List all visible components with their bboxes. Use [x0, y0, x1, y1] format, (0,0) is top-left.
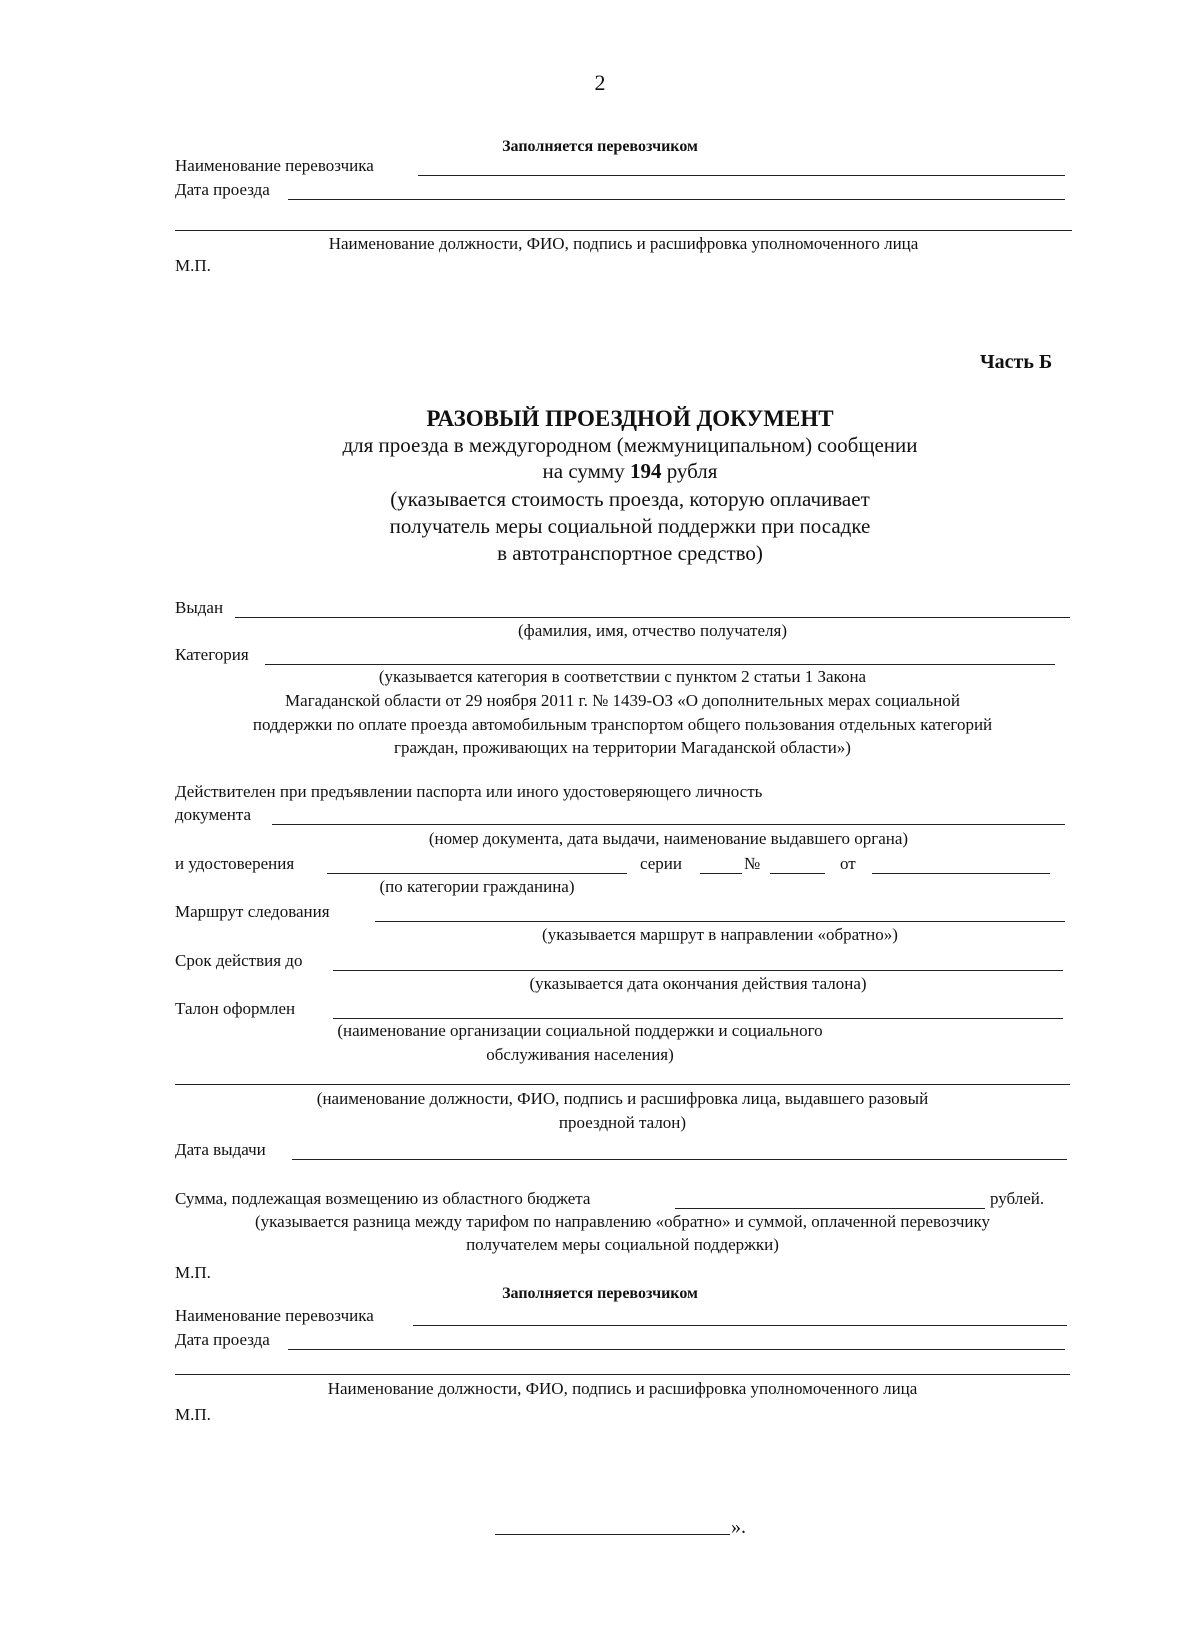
refund-label: Сумма, подлежащая возмещению из областного бюджета	[175, 1189, 591, 1208]
sum-suffix: рубля	[666, 459, 718, 483]
bottom-date-field[interactable]	[288, 1349, 1065, 1350]
valid-line1: Действителен при предъявлении паспорта или иного удостоверяющего личность	[175, 782, 763, 801]
closing-mark: ».	[731, 1516, 746, 1538]
refund-caption1: (указывается разница между тарифом по направлению «обратно» и суммой, оплаченной перевозчику	[255, 1212, 990, 1231]
issued-by-caption1: (наименование организации социальной поддержки и социального	[337, 1021, 823, 1040]
category-caption1: (указывается категория в соответствии с пунктом 2 статьи 1 Закона	[378, 667, 867, 686]
top-date-field[interactable]	[288, 199, 1065, 200]
top-signature-caption: Наименование должности, ФИО, подпись и расшифровка уполномоченного лица	[328, 234, 919, 253]
number-field[interactable]	[770, 873, 825, 874]
route-field[interactable]	[375, 921, 1065, 922]
route-label: Маршрут следования	[175, 902, 330, 921]
certificate-field[interactable]	[327, 873, 627, 874]
bottom-signature-field[interactable]	[175, 1374, 1070, 1375]
issued-caption: (фамилия, имя, отчество получателя)	[518, 621, 787, 640]
title-note1: (указывается стоимость проезда, которую оплачивает	[390, 487, 870, 511]
category-label: Категория	[175, 645, 249, 664]
issued-label: Выдан	[175, 598, 224, 617]
top-date-label: Дата проезда	[175, 180, 270, 199]
closing-line	[495, 1534, 730, 1535]
number-label: №	[744, 854, 761, 873]
certificate-label: и удостоверения	[175, 854, 295, 873]
top-signature-field[interactable]	[175, 230, 1072, 231]
issue-date-label: Дата выдачи	[175, 1140, 266, 1159]
from-date-field[interactable]	[872, 873, 1050, 874]
title-line1: для проезда в междугородном (межмуниципальном) сообщении	[342, 433, 918, 457]
issuer-caption2: проездной талон)	[558, 1113, 687, 1132]
issued-by-field[interactable]	[333, 1018, 1063, 1019]
top-carrier-label: Наименование перевозчика	[175, 156, 374, 175]
category-caption2: Магаданской области от 29 ноября 2011 г. № 1439-ОЗ «О дополнительных мерах социальной	[285, 691, 960, 710]
issue-date-field[interactable]	[292, 1159, 1067, 1160]
issuer-signature-field[interactable]	[175, 1084, 1070, 1085]
category-caption3: поддержки по оплате проезда автомобильным транспортом общего пользования отдельных категорий	[252, 715, 993, 734]
sum-prefix: на сумму	[542, 459, 625, 483]
form-stamp: М.П.	[175, 1263, 211, 1282]
valid-until-label: Срок действия до	[175, 951, 303, 970]
bottom-block-header: Заполняется перевозчиком	[502, 1285, 698, 1302]
refund-caption2: получателем меры социальной поддержки)	[466, 1235, 779, 1254]
issued-by-label: Талон оформлен	[175, 999, 296, 1018]
series-field[interactable]	[700, 873, 742, 874]
page-number: 2	[594, 70, 606, 95]
bottom-stamp: М.П.	[175, 1405, 211, 1424]
certificate-caption: (по категории гражданина)	[379, 877, 575, 896]
refund-amount-field[interactable]	[675, 1208, 985, 1209]
issued-by-caption2: обслуживания населения)	[486, 1045, 674, 1064]
bottom-carrier-field[interactable]	[413, 1325, 1067, 1326]
valid-line2: документа	[175, 805, 252, 824]
sum-value: 194	[629, 459, 662, 483]
refund-unit: рублей.	[990, 1189, 1045, 1208]
issuer-caption1: (наименование должности, ФИО, подпись и расшифровка лица, выдавшего разовый	[316, 1089, 929, 1108]
from-label: от	[840, 854, 856, 873]
top-stamp: М.П.	[175, 256, 211, 275]
route-caption: (указывается маршрут в направлении «обратно»)	[542, 925, 898, 944]
category-field[interactable]	[265, 664, 1055, 665]
bottom-signature-caption: Наименование должности, ФИО, подпись и расшифровка уполномоченного лица	[327, 1379, 918, 1398]
title-sum-line	[200, 459, 1060, 484]
valid-until-field[interactable]	[333, 970, 1063, 971]
bottom-date-label: Дата проезда	[175, 1330, 270, 1349]
document-caption: (номер документа, дата выдачи, наименование выдавшего органа)	[428, 829, 909, 848]
title-note3: в автотранспортное средство)	[497, 541, 763, 565]
valid-until-caption: (указывается дата окончания действия талона)	[529, 974, 867, 993]
title-note2: получатель меры социальной поддержки при посадке	[389, 514, 871, 538]
series-label: серии	[640, 854, 682, 873]
part-label: Часть Б	[980, 351, 1053, 373]
top-carrier-field[interactable]	[418, 175, 1065, 176]
bottom-carrier-label: Наименование перевозчика	[175, 1306, 374, 1325]
category-caption4: граждан, проживающих на территории Магаданской области»)	[394, 738, 851, 757]
issued-field[interactable]	[235, 617, 1070, 618]
document-field[interactable]	[272, 824, 1065, 825]
document-title: РАЗОВЫЙ ПРОЕЗДНОЙ ДОКУМЕНТ	[426, 406, 834, 431]
top-block-header: Заполняется перевозчиком	[502, 138, 698, 155]
